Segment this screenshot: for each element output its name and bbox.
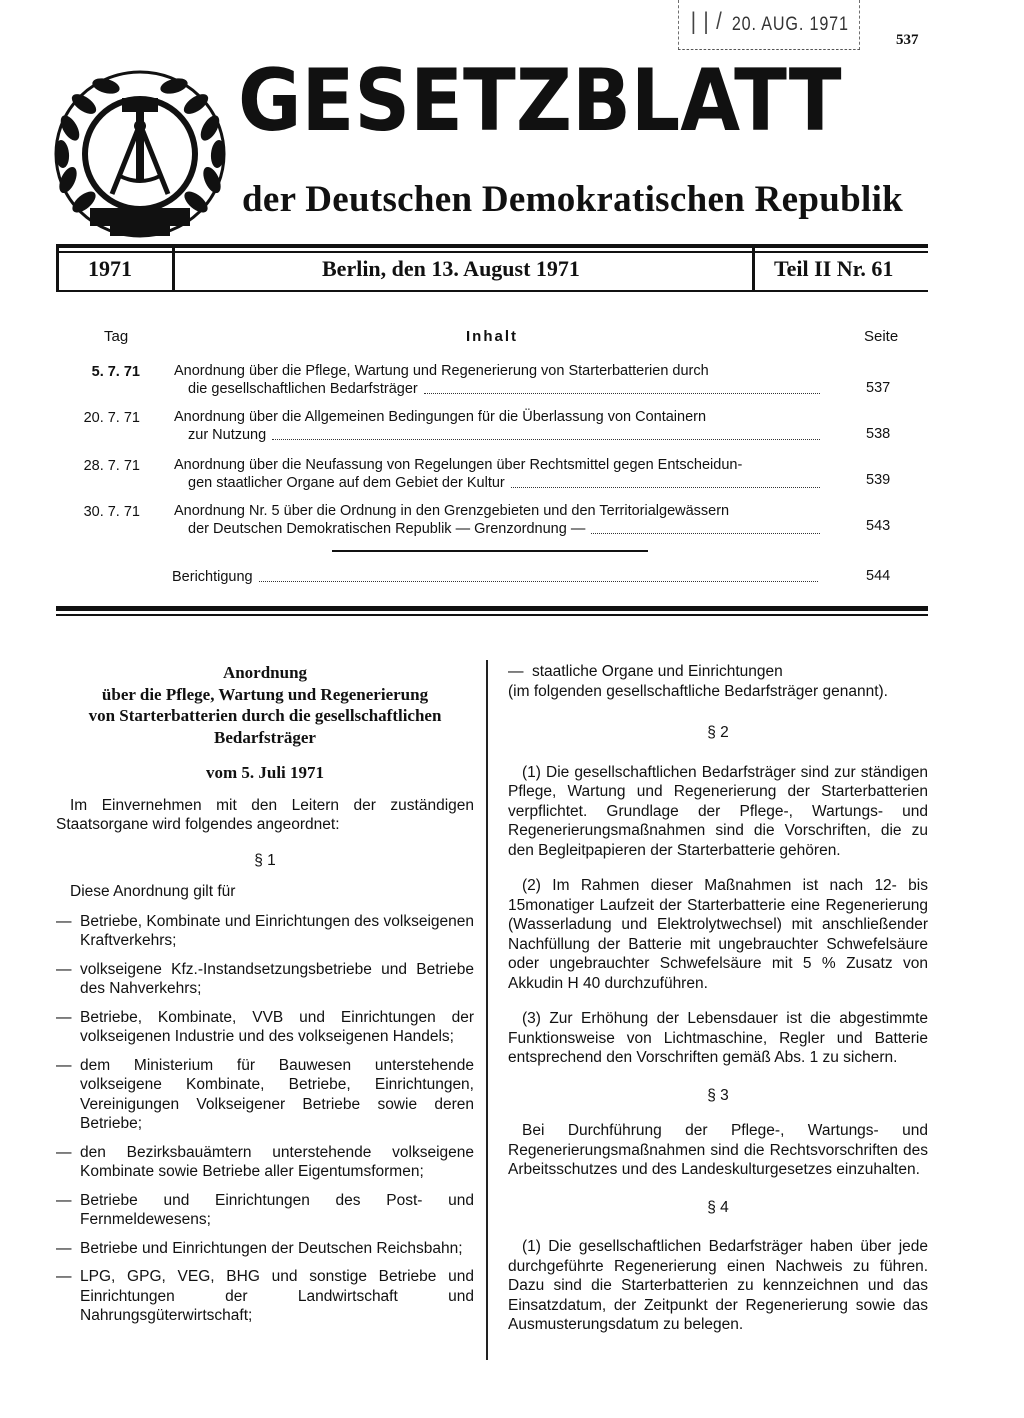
toc-correction-page: 544 bbox=[866, 568, 891, 584]
list-item bbox=[56, 912, 474, 951]
list-item bbox=[56, 1143, 474, 1182]
list-item bbox=[56, 1056, 474, 1134]
scope-list bbox=[56, 912, 474, 1326]
toc-entry-line: zur Nutzung bbox=[188, 427, 267, 443]
toc-entry bbox=[174, 408, 824, 444]
list-item-text: dem Ministerium für Bauwesen unterstehende volkseigene Kombinate, Betriebe, Einrichtungen, Vereinigungen Volkseigener Betriebe sowie deren Betriebe; bbox=[80, 1056, 474, 1132]
right-column bbox=[508, 662, 928, 1335]
stamp-date: 20. AUG. 1971 bbox=[731, 13, 849, 35]
list-item-text: volkseigene Kfz.-Instandsetzungsbetriebe und Betriebe des Nahverkehrs; bbox=[80, 960, 474, 997]
stamp-marks: | | / bbox=[690, 8, 723, 35]
leader-dots bbox=[511, 474, 820, 488]
contents-bottom-rule bbox=[56, 606, 928, 611]
section-2-paragraph-2: (2) Im Rahmen dieser Maßnahmen ist nach 12- bis 15monatiger Laufzeit der Starterbatterie eine Regenerierung (Wasserladung und Elektrolytwechsel) mit anschließender Nachfüllung der Batterie mit ungebrauchter Schwefelsäure oder ungebrauchter Schwefelsäure mit 5 % Zusatz von Akkudin H 40 durchzuführen. bbox=[508, 877, 928, 992]
list-dash: — bbox=[56, 1143, 72, 1161]
toc-entry-date: 28. 7. 71 bbox=[83, 458, 140, 474]
list-dash: — bbox=[56, 1008, 72, 1026]
ordinance-title bbox=[56, 662, 474, 748]
list-item bbox=[56, 1191, 474, 1230]
state-emblem-icon bbox=[50, 68, 230, 240]
issue-part: Teil II Nr. 61 bbox=[774, 256, 894, 281]
contents-separator bbox=[332, 550, 648, 552]
ordinance-title-line: Bedarfsträger bbox=[214, 727, 316, 747]
section-3-paragraph-1: Bei Durchführung der Pflege-, Wartungs- und Regenerierungsmaßnahmen sind die Rechtsvorschriften des Arbeitsschutzes und des Landeskulturgesetzes einzuhalten. bbox=[508, 1122, 928, 1178]
ordinance-date: vom 5. Juli 1971 bbox=[205, 763, 325, 782]
list-item-text: staatliche Organe und Einrichtungen bbox=[532, 663, 783, 680]
list-item-text: Betriebe, Kombinate und Einrichtungen des volkseigenen Kraftverkehrs; bbox=[80, 912, 474, 949]
contents-title: Inhalt bbox=[466, 328, 518, 345]
section-2-heading: § 2 bbox=[707, 724, 729, 741]
toc-entry bbox=[174, 456, 824, 492]
contents-page-header: Seite bbox=[864, 328, 899, 345]
list-item bbox=[56, 1008, 474, 1047]
leader-dots bbox=[272, 426, 820, 440]
receipt-stamp bbox=[678, 0, 860, 50]
contents-bottom-rule bbox=[56, 614, 928, 616]
list-dash: — bbox=[56, 1268, 72, 1285]
toc-entry-page: 537 bbox=[866, 380, 891, 396]
list-item-text: Betriebe und Einrichtungen der Deutschen Reichsbahn; bbox=[80, 1239, 463, 1257]
toc-entry bbox=[174, 362, 824, 398]
list-dash: — bbox=[56, 1239, 72, 1257]
section-4-heading: § 4 bbox=[707, 1198, 729, 1216]
section-4-paragraph-1: (1) Die gesellschaftlichen Bedarfsträger haben über jede durchgeführte Regenerierung einen Nachweis zu führen. Dazu sind die Starterbatterien zu kennzeichnen und das Einsatzdatum, der Zeitpunkt der Regenerierung sowie das Ausmusterungsdatum zu belegen. bbox=[508, 1238, 928, 1333]
toc-correction-label: Berichtigung bbox=[172, 569, 253, 585]
toc-entry-page: 539 bbox=[866, 472, 891, 488]
issue-bar-bottom-rule bbox=[56, 290, 928, 292]
toc-entry-date: 30. 7. 71 bbox=[83, 504, 140, 520]
toc-entry-line: die gesellschaftlichen Bedarfsträger bbox=[188, 381, 418, 397]
issue-bar-separator bbox=[752, 248, 755, 292]
toc-entry-line: Anordnung über die Neufassung von Regelungen über Rechtsmittel gegen Entscheidun- bbox=[174, 457, 743, 473]
toc-entry-line: Anordnung Nr. 5 über die Ordnung in den Grenzgebieten und den Territorialgewässern bbox=[174, 503, 730, 519]
list-item bbox=[508, 662, 928, 682]
ordinance-title-line: von Starterbatterien durch die gesellschaftlichen bbox=[88, 706, 442, 725]
issue-date: Berlin, den 13. August 1971 bbox=[322, 256, 580, 281]
toc-entry-date: 5. 7. 71 bbox=[91, 364, 140, 380]
leader-dots bbox=[424, 380, 820, 394]
gazette-title: GESETZBLATT bbox=[238, 51, 842, 151]
issue-bar-separator bbox=[172, 248, 175, 292]
section-3-heading: § 3 bbox=[707, 1086, 729, 1104]
toc-entry-page: 543 bbox=[866, 518, 891, 534]
ordinance-title-line: Anordnung bbox=[222, 663, 308, 682]
ordinance-title-line: über die Pflege, Wartung und Regenerierung bbox=[101, 684, 429, 704]
issue-year: 1971 bbox=[88, 256, 132, 281]
toc-entry-page: 538 bbox=[866, 426, 891, 442]
issue-bar-top-rule bbox=[56, 244, 928, 248]
list-item-text: den Bezirksbauämtern unterstehende volkseigene Kombinate sowie Betriebe aller Eigentumsformen; bbox=[80, 1143, 474, 1180]
list-item bbox=[56, 1267, 474, 1326]
list-dash: — bbox=[56, 1056, 72, 1074]
list-note: (im folgenden gesellschaftliche Bedarfsträger genannt). bbox=[508, 682, 888, 700]
intro-paragraph: Im Einvernehmen mit den Leitern der zuständigen Staatsorgane wird folgendes angeordnet: bbox=[56, 796, 474, 833]
toc-entry-line: der Deutschen Demokratischen Republik — Grenzordnung — bbox=[188, 521, 586, 537]
list-dash: — bbox=[56, 1191, 72, 1209]
list-item bbox=[56, 960, 474, 999]
toc-entry-line: gen staatlicher Organe auf dem Gebiet der Kultur bbox=[188, 475, 505, 491]
list-dash: — bbox=[508, 663, 524, 680]
page-number: 537 bbox=[896, 32, 919, 48]
list-dash: — bbox=[56, 960, 72, 978]
toc-entry-line: Anordnung über die Pflege, Wartung und Regenerierung von Starterbatterien durch bbox=[174, 363, 709, 379]
column-divider bbox=[486, 660, 488, 1360]
contents-date-header: Tag bbox=[104, 328, 129, 345]
section-2-paragraph-3: (3) Zur Erhöhung der Lebensdauer ist die abgestimmte Funktionsweise von Lichtmaschine, Regler und Batterie entsprechend den Vorschriften gemäß Abs. 1 zu sichern. bbox=[508, 1010, 928, 1066]
leader-dots bbox=[591, 520, 820, 534]
toc-entry bbox=[174, 502, 824, 538]
section-1-heading: § 1 bbox=[254, 851, 276, 869]
toc-entry-line: Anordnung über die Allgemeinen Bedingungen für die Überlassung von Containern bbox=[174, 409, 707, 425]
left-column bbox=[56, 662, 474, 1326]
list-item-text: Betriebe und Einrichtungen des Post- und Fernmeldewesens; bbox=[80, 1191, 474, 1228]
gazette-subtitle: der Deutschen Demokratischen Republik bbox=[242, 179, 904, 220]
list-dash: — bbox=[56, 912, 72, 930]
issue-bar-inner-rule bbox=[56, 251, 928, 253]
list-item-text: Betriebe, Kombinate, VVB und Einrichtungen der volkseigenen Industrie und des volkseigenen Handels; bbox=[80, 1008, 474, 1045]
toc-correction bbox=[172, 568, 822, 586]
list-item bbox=[56, 1239, 474, 1259]
section-1-intro: Diese Anordnung gilt für bbox=[70, 883, 236, 900]
section-2-paragraph-1: (1) Die gesellschaftlichen Bedarfsträger sind zur ständigen Pflege, Wartung und Regenerierung der Starterbatterien verpflichtet. Grundlage der Pflege-, Wartungs- und Regenerierungsmaßnahmen sind die Vorschriften, die zu den Begleitpapieren der Starterbatterie gehören. bbox=[508, 763, 928, 859]
toc-entry-date: 20. 7. 71 bbox=[83, 410, 140, 426]
issue-bar-separator bbox=[56, 248, 59, 292]
list-item-text: LPG, GPG, VEG, BHG und sonstige Betriebe und Einrichtungen der Landwirtschaft und Nahrungsgüterwirtschaft; bbox=[80, 1268, 474, 1324]
leader-dots bbox=[259, 568, 818, 582]
